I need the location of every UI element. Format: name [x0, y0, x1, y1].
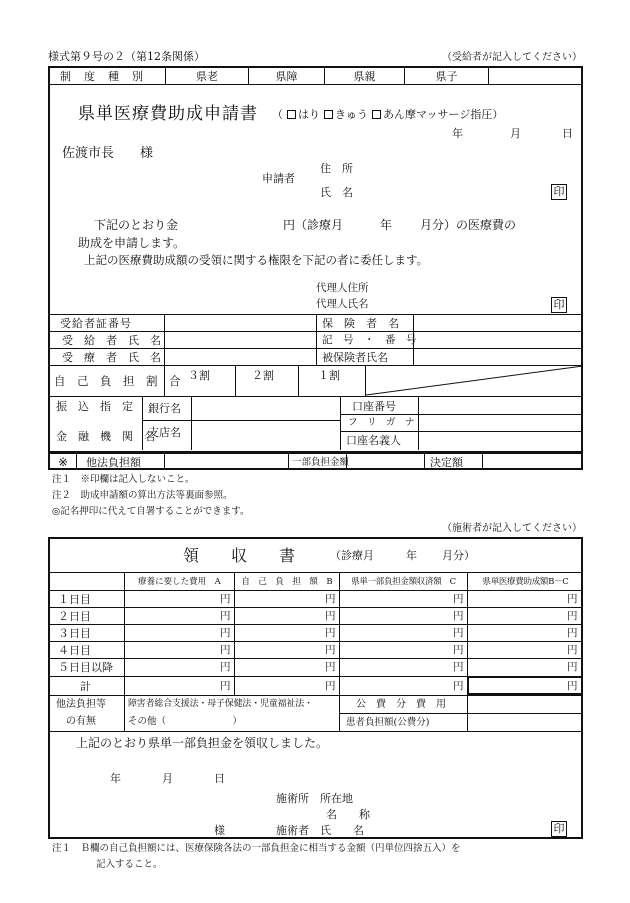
account-holder-label: 口座名義人: [346, 434, 401, 447]
branch-name-label: 支店名: [148, 426, 181, 439]
yen-marker[interactable]: 円: [567, 661, 578, 673]
body-amount-label: 下記のとおり金: [94, 218, 179, 232]
yen-marker[interactable]: 円: [220, 661, 231, 673]
system-option-elderly[interactable]: 県老: [196, 70, 218, 83]
copay-option-20[interactable]: ２割: [252, 369, 274, 382]
related-laws-line-2: その他（ ）: [128, 716, 243, 727]
copay-option-10[interactable]: １割: [318, 369, 340, 382]
checkbox-moxibustion[interactable]: [324, 110, 333, 119]
applicant-label: 申請者: [262, 172, 295, 185]
row-day-4: ４日目: [58, 644, 91, 657]
agent-address-label: 代理人住所: [316, 282, 369, 294]
treatment-options: （ はり きゅう あん摩マッサージ指圧）: [272, 108, 504, 121]
yen-marker[interactable]: 円: [453, 627, 464, 639]
office-only-mark: ※: [58, 455, 69, 469]
row-day-5-plus: ５日目以降: [58, 661, 113, 674]
treatment-acupuncture: はり: [298, 108, 320, 121]
other-burden-label-2: の有無: [66, 716, 96, 727]
date-year-label: 年: [452, 127, 463, 140]
total-subsidy-cell[interactable]: [467, 676, 583, 695]
yen-marker[interactable]: 円: [220, 644, 231, 656]
treatment-moxibustion: きゅう: [335, 108, 368, 121]
yen-marker[interactable]: 円: [220, 627, 231, 639]
body-period-label: 円（診療月: [283, 218, 344, 232]
patient-name-label: 受 療 者 氏 名: [62, 351, 161, 364]
row-day-2: ２日目: [58, 610, 91, 623]
note-1: 注１ ※印欄は記入しないこと。: [52, 474, 195, 485]
yen-marker[interactable]: 円: [325, 680, 336, 692]
copay-strike-line: [366, 366, 583, 396]
note-seal: ◎記名押印に代えて自署することができます。: [52, 506, 250, 517]
yen-marker[interactable]: 円: [220, 610, 231, 622]
yen-marker[interactable]: 円: [567, 680, 578, 692]
clinic-address-label: 施術所 所在地: [276, 792, 353, 805]
yen-marker[interactable]: 円: [453, 680, 464, 692]
practitioner-name-label: 施術者 氏 名: [276, 824, 364, 837]
receipt-note-1-cont: 記入すること。: [96, 859, 163, 870]
related-laws-line-1: 障害者総合支援法・母子保健法・児童福祉法・: [128, 699, 313, 709]
applicant-name-label: 氏 名: [320, 186, 353, 199]
financial-institution-label: 金 融 機 関 名: [56, 430, 155, 443]
receipt-date-year: 年: [110, 772, 121, 785]
receipt-date-day: 日: [214, 772, 225, 785]
col-received-c: 県単一部負担金額収済額 C: [351, 577, 456, 587]
row-day-1: １日目: [58, 593, 91, 606]
practitioner-note: （施術者が記入してください）: [442, 523, 582, 534]
body-request-line: 助成を申請します。: [78, 236, 186, 250]
recipient-name-label: 受 給 者 氏 名: [62, 334, 161, 347]
body-month-label: 月分）の医療費の: [420, 218, 517, 232]
bank-name-label: 銀行名: [148, 402, 181, 415]
system-option-single-parent[interactable]: 県親: [353, 70, 376, 83]
yen-marker[interactable]: 円: [220, 680, 231, 692]
receipt-month-label: 月分）: [442, 549, 475, 562]
row-day-3: ３日目: [58, 627, 91, 640]
addressee: 佐渡市長 様: [62, 146, 154, 161]
body-delegation-line: 上記の医療費助成額の受領に関する権限を下記の者に委任します。: [84, 253, 429, 267]
form-number: 様式第９号の２（第12条関係）: [48, 50, 205, 63]
applicant-note: （受給者が記入してください）: [442, 52, 582, 63]
date-day-label: 日: [562, 127, 573, 140]
decision-amount-label: 決定額: [430, 456, 463, 469]
yen-marker[interactable]: 円: [325, 661, 336, 673]
note-2: 注２ 助成申請額の算出方法等裏面参照。: [52, 490, 233, 501]
checkbox-acupuncture[interactable]: [287, 110, 296, 119]
yen-marker[interactable]: 円: [325, 610, 336, 622]
receipt-period-label: （診療月: [330, 549, 374, 562]
agent-seal-mark: 印: [551, 297, 567, 313]
application-title: 県単医療費助成申請書: [78, 104, 258, 124]
receipt-note-1: 注１ Ｂ欄の自己負担額には、医療保険各法の一部負担金に相当する金額（円単位四捨五入）を: [52, 843, 461, 854]
system-option-disabled[interactable]: 県障: [275, 70, 298, 83]
row-total: 計: [80, 680, 91, 693]
other-law-burden-label: 他法負担額: [86, 456, 141, 469]
receipt-year-label: 年: [406, 549, 417, 562]
other-burden-label-1: 他法負担等: [56, 699, 106, 710]
col-subsidy: 県単医療費助成額B－C: [482, 577, 569, 587]
patient-burden-label: 患者負担額(公費分): [346, 717, 430, 728]
body-year-label: 年: [380, 218, 393, 232]
transfer-designation-label: 振 込 指 定: [56, 400, 133, 413]
cert-number-label: 受給者証番号: [60, 317, 132, 330]
practitioner-seal-mark: 印: [551, 821, 567, 837]
checkbox-massage[interactable]: [372, 110, 381, 119]
yen-marker[interactable]: 円: [325, 593, 336, 605]
system-option-child[interactable]: 県子: [435, 70, 458, 83]
applicant-address-label: 住 所: [320, 162, 353, 175]
yen-marker[interactable]: 円: [567, 627, 578, 639]
applicant-seal-mark: 印: [551, 184, 567, 200]
copay-option-30[interactable]: ３割: [188, 369, 210, 382]
yen-marker[interactable]: 円: [567, 644, 578, 656]
col-self-burden-b: 自 己 負 担 額 B: [241, 577, 333, 587]
yen-marker[interactable]: 円: [567, 593, 578, 605]
addressee-honorific: 様: [214, 824, 225, 837]
insurer-label: 保 険 者 名: [322, 317, 399, 330]
received-statement: 上記のとおり県単一部負担金を領収しました。: [76, 736, 329, 750]
yen-marker[interactable]: 円: [453, 610, 464, 622]
yen-marker[interactable]: 円: [325, 627, 336, 639]
clinic-name-label: 名 称: [326, 808, 370, 821]
symbol-number-label: 記 号 ・ 番 号: [322, 334, 417, 346]
treatment-massage: あん摩マッサージ指圧: [383, 108, 493, 121]
yen-marker[interactable]: 円: [220, 593, 231, 605]
insured-name-label: 被保険者氏名: [322, 351, 388, 364]
agent-name-label: 代理人氏名: [316, 298, 369, 310]
yen-marker[interactable]: 円: [567, 610, 578, 622]
yen-marker[interactable]: 円: [325, 644, 336, 656]
yen-marker[interactable]: 円: [453, 644, 464, 656]
receipt-title: 領 収 書: [183, 546, 296, 565]
furigana-label: フ リ ガ ナ: [348, 417, 415, 428]
receipt-date-month: 月: [162, 772, 173, 785]
date-month-label: 月: [510, 127, 521, 140]
partial-burden-label: 一部負担金額: [292, 457, 350, 468]
yen-marker[interactable]: 円: [453, 593, 464, 605]
yen-marker[interactable]: 円: [453, 661, 464, 673]
system-type-label: 制 度 種 別: [60, 70, 144, 83]
copay-ratio-label: 自 己 負 担 割 合: [54, 374, 181, 388]
account-number-label: 口座番号: [352, 400, 396, 413]
public-expense-label: 公 費 分 費 用: [356, 699, 446, 710]
col-cost-a: 療養に要した費用 A: [138, 577, 221, 587]
